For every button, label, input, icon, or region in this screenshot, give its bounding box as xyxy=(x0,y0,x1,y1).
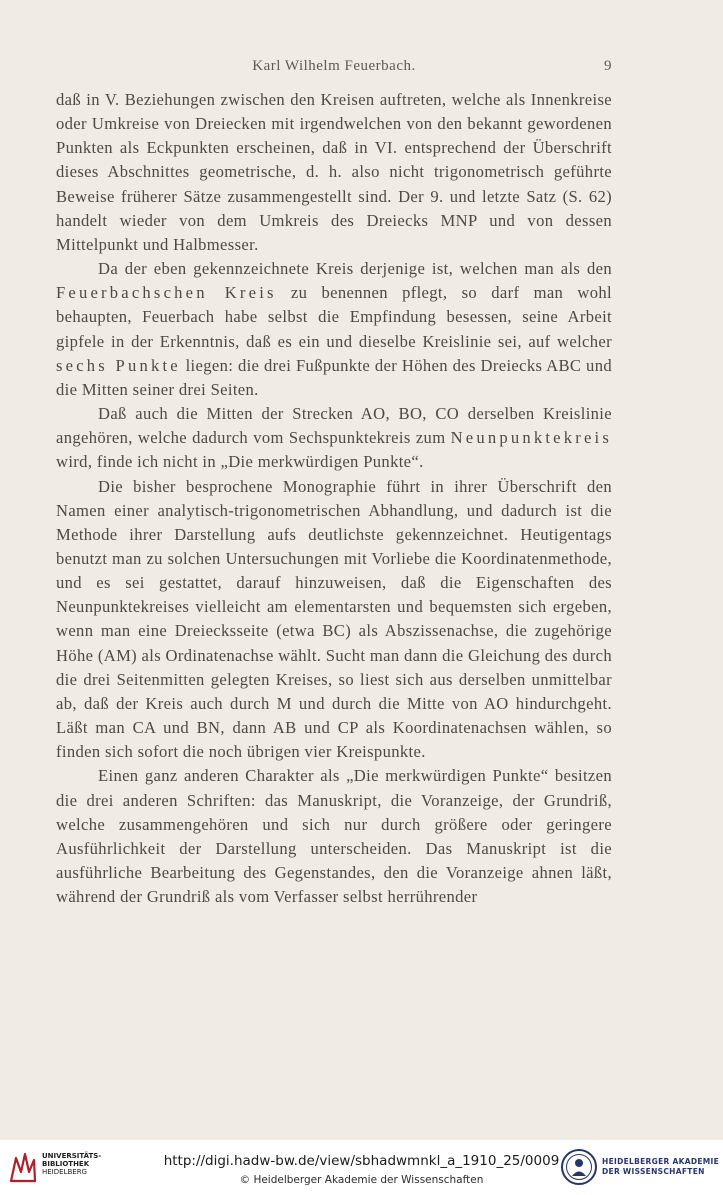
copyright-notice: © Heidelberger Akademie der Wissenschaften xyxy=(239,1174,484,1186)
running-title: Karl Wilhelm Feuerbach. xyxy=(252,58,416,74)
text-run: Da der eben gekennzeichnete Kreis derjenige ist, welchen man als den xyxy=(98,259,612,279)
footer-bar xyxy=(0,1140,723,1195)
text-run: liegen: die drei Fußpunkte der Höhen des Dreiecks ABC und die Mitten seiner drei Seiten. xyxy=(56,355,612,399)
spaced-emphasis: Neunpunktekreis xyxy=(450,428,612,448)
body-text xyxy=(56,88,612,909)
paragraph-2 xyxy=(56,257,612,402)
academy-seal-icon xyxy=(560,1148,598,1190)
paragraph-5 xyxy=(56,764,612,909)
text-run: zu benennen pflegt, so darf man wohl behaupten, Feuerbach habe selbst die Empfindung besessen, seine Arbeit gipfele in der Erkenntnis, daß es ein und dieselbe Kreislinie sei, auf welcher xyxy=(56,283,613,351)
running-head xyxy=(56,58,612,75)
permalink-url[interactable]: http://digi.hadw-bw.de/view/sbhadwmnkl_a_1910_25/0009 xyxy=(163,1153,560,1169)
text-run: daß in V. Beziehungen zwischen den Kreisen auftreten, welche als Innenkreise oder Umkreise von Dreiecken mit irgendwelchen von den bekannt gewordenen Punkten als Eckpunkten erscheinen, daß in VI. entsprechend der Überschrift dieses Abschnittes geometrische, d. h. also nicht trigonometrisch geführte Beweise früherer Sätze zusammengestellt sind. Der 9. und letzte Satz (S. 62) handelt wieder von dem Umkreis des Dreiecks MNP und von dessen Mittelpunkt und Halbmesser. xyxy=(56,90,612,254)
text-run: Einen ganz anderen Charakter als „Die merkwürdigen Punkte“ besitzen die drei anderen Schriften: das Manuskript, die Voranzeige, der Grundriß, welche zusammengehören und sich nur durch größere oder geringere Ausführlichkeit der Darstellung unterscheiden. Das Manuskript ist die ausführliche Bearbeitung des Gegenstandes, den die Voranzeige ahnen läßt, während der Grundriß als vom Verfasser selbst herrührender xyxy=(56,766,612,907)
paragraph-1 xyxy=(56,88,612,257)
library-name: UNIVERSITÄTS- BIBLIOTHEK HEIDELBERG xyxy=(42,1152,102,1176)
paragraph-4 xyxy=(56,475,612,765)
spaced-emphasis: sechs Punkte xyxy=(56,355,181,375)
spaced-emphasis: Feuerbachschen Kreis xyxy=(56,283,277,303)
text-run: Die bisher besprochene Monographie führt in ihrer Überschrift den Namen einer analytisch-trigonometrischen Abhandlung, und dadurch ist die Methode ihrer Darstellung aufs deutlichste gekennzeichnet. Heutigentags benutzt man zu solchen Untersuchungen mit Vorliebe die Koordinatenmethode, und es sei gestattet, darauf hinzuweisen, daß die Eigenschaften des Neunpunktekreises vielleicht am elementarsten und bequemsten sich ergeben, wenn man eine Dreiecksseite (etwa BC) als Abszissenachse, die zugehörige Höhe (AM) als Ordinatenachse wählt. Sucht man dann die Gleichung des durch die drei Seitenmitten gelegten Kreises, so liest sich aus derselben unmittelbar ab, daß der Kreis auch durch M und durch die Mitte von AO hindurchgeht. Läßt man CA und BN, dann AB und CP als Koordinatenachsen wählen, so finden sich sofort die noch übrigen vier Kreispunkte. xyxy=(56,476,612,762)
text-run: Daß auch die Mitten der Strecken AO, BO, CO derselben Kreislinie angehören, welche dadurch vom Sechspunktekreis zum xyxy=(56,404,612,448)
paragraph-3 xyxy=(56,402,612,474)
academy-name: HEIDELBERGER AKADEMIE DER WISSENSCHAFTEN xyxy=(602,1157,720,1176)
text-run: wird, finde ich nicht in „Die merkwürdigen Punkte“. xyxy=(56,452,424,472)
page-number: 9 xyxy=(604,58,612,74)
